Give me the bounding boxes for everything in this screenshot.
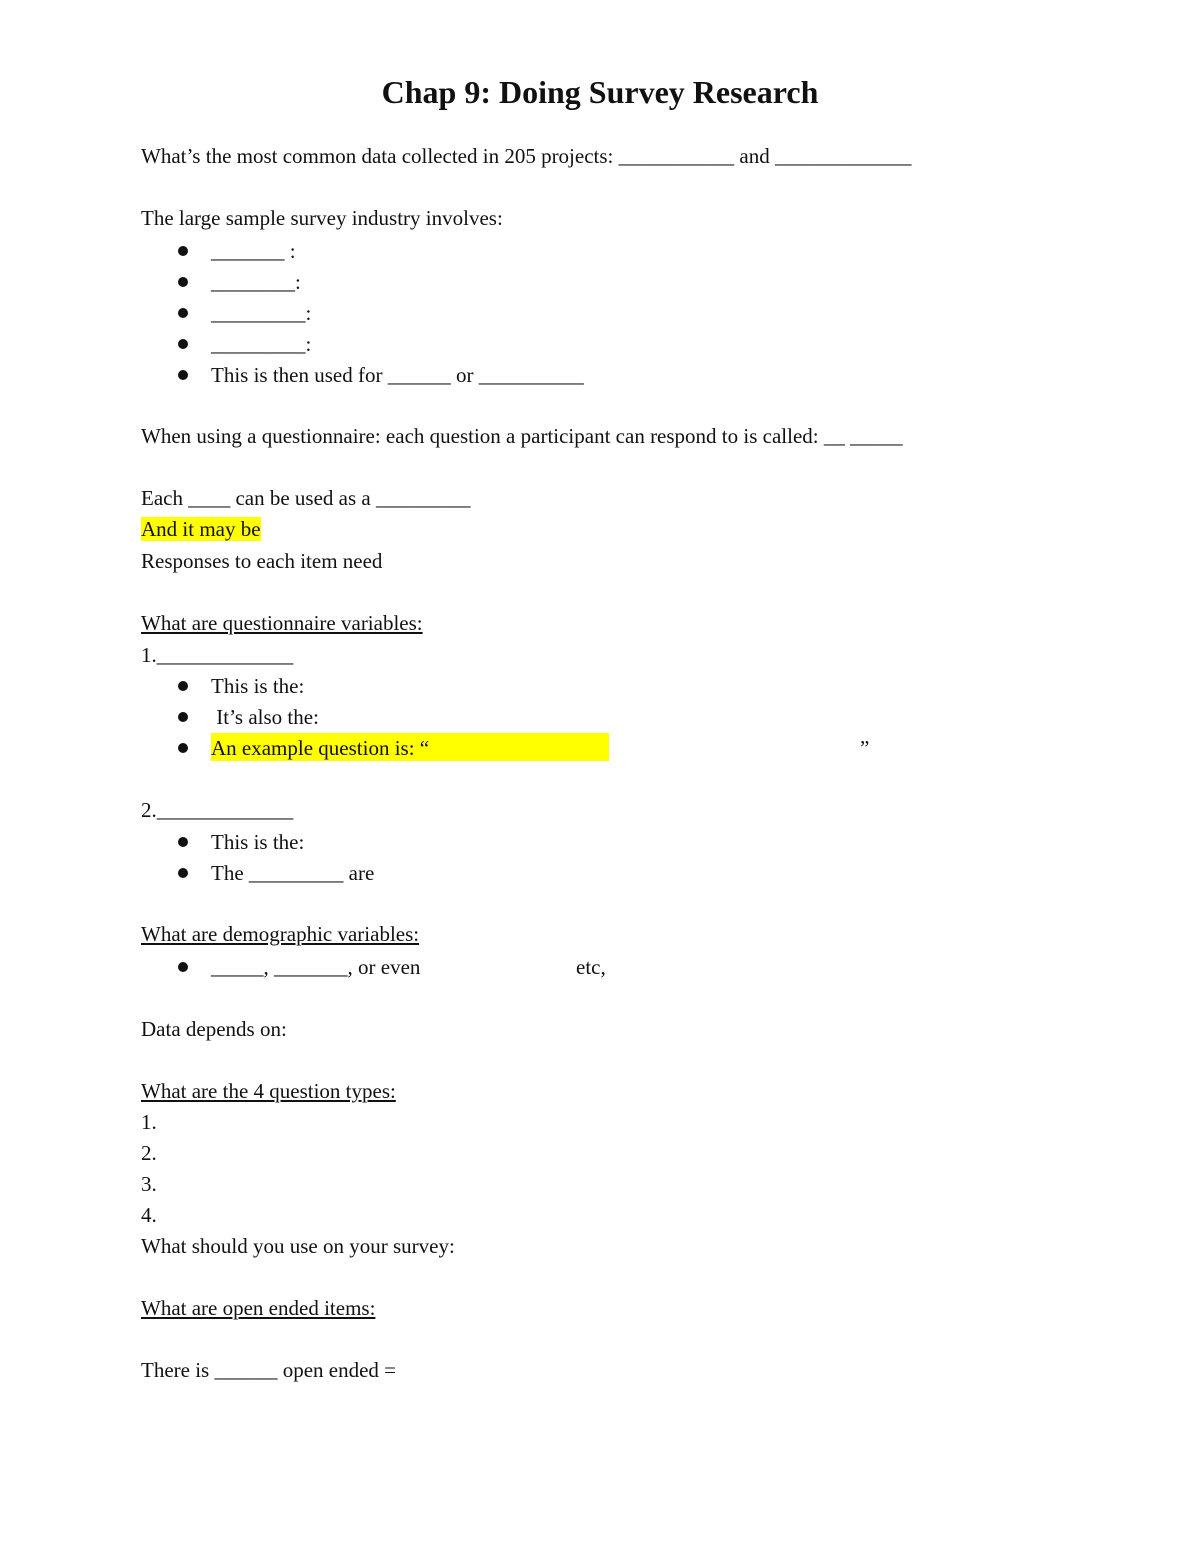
bullet-icon: [178, 837, 188, 847]
open-ended-line: There is ______ open ended =: [141, 1358, 397, 1382]
question-type-number: 4.: [141, 1203, 157, 1227]
bullet-icon: [178, 743, 188, 753]
bullet-icon: [178, 339, 188, 349]
bullet-icon: [178, 868, 188, 878]
closing-quote: ”: [860, 736, 870, 760]
question-types-heading: What are the 4 question types:: [141, 1079, 396, 1103]
large-sample-item: ________:: [211, 270, 301, 294]
large-sample-item: _________:: [211, 301, 312, 325]
open-ended-heading: What are open ended items:: [141, 1296, 376, 1320]
may-be-line: [141, 516, 261, 542]
bullet-icon: [178, 370, 188, 380]
question-type-number: 2.: [141, 1141, 157, 1165]
large-sample-item: _________:: [211, 332, 312, 356]
each-item-line: Each ____ can be used as a _________: [141, 486, 471, 510]
bullet-icon: [178, 308, 188, 318]
variable-2-line: 2._____________: [141, 798, 294, 822]
variable-1-item: This is the:: [211, 674, 305, 698]
bullet-icon: [178, 246, 188, 256]
large-sample-item: This is then used for ______ or __________: [211, 363, 584, 387]
bullet-icon: [178, 277, 188, 287]
large-sample-item: _______ :: [211, 239, 296, 263]
variable-1-line: 1._____________: [141, 643, 294, 667]
variable-2-item: The _________ are: [211, 861, 375, 885]
survey-usage-line: What should you use on your survey:: [141, 1234, 455, 1258]
bullet-icon: [178, 712, 188, 722]
questionnaire-item-question: When using a questionnaire: each question a participant can respond to is called: __ _____: [141, 424, 903, 448]
page-title: Chap 9: Doing Survey Research: [381, 74, 819, 110]
variable-1-item: It’s also the:: [211, 705, 319, 729]
responses-line: Responses to each item need: [141, 549, 383, 573]
variable-2-item: This is the:: [211, 830, 305, 854]
data-depends-line: Data depends on:: [141, 1017, 287, 1041]
bullet-icon: [178, 681, 188, 691]
demographic-variables-heading: What are demographic variables:: [141, 922, 420, 946]
demographic-etc: etc,: [576, 955, 606, 979]
question-type-number: 1.: [141, 1110, 157, 1134]
question-type-number: 3.: [141, 1172, 157, 1196]
bullet-icon: [178, 962, 188, 972]
highlighted-text: And it may be: [141, 517, 261, 541]
large-sample-intro: The large sample survey industry involves:: [141, 206, 503, 230]
demographic-item: _____, _______, or even: [211, 955, 421, 979]
questionnaire-variables-heading: What are questionnaire variables:: [141, 611, 423, 635]
question-common-data: What’s the most common data collected in 205 projects: ___________ and _____________: [141, 144, 912, 168]
example-question-item: An example question is: “: [211, 736, 430, 760]
